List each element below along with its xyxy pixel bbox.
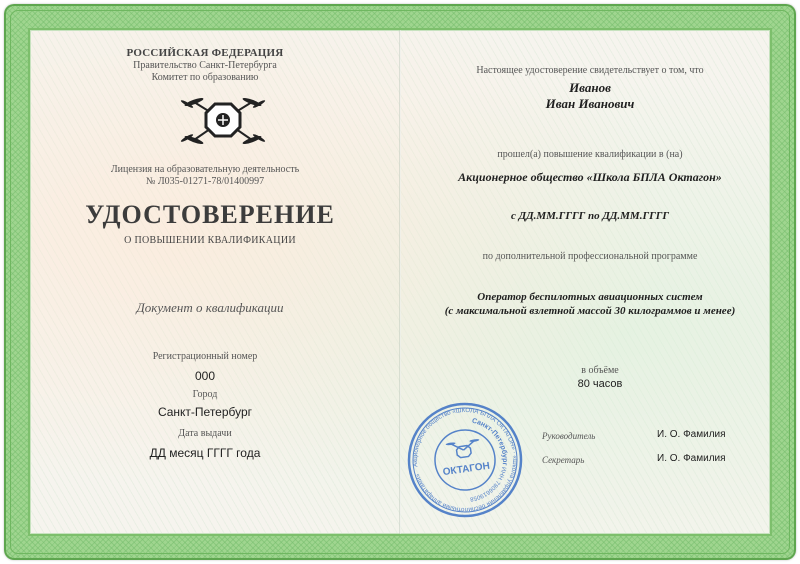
study-period: с ДД.ММ.ГГГГ по ДД.ММ.ГГГГ	[510, 210, 670, 222]
center-fold	[399, 30, 401, 534]
holder-surname: Иванов	[569, 80, 611, 95]
stamp-brand: ОКТАГОН	[442, 460, 491, 479]
head-label: Руководитель	[542, 431, 596, 441]
document-subtitle: О ПОВЫШЕНИИ КВАЛИФИКАЦИИ	[124, 235, 296, 246]
organization-name: Акционерное общество «Школа БПЛА Октагон»	[458, 170, 722, 184]
octagon-drone-logo-icon	[178, 90, 268, 152]
country-heading: РОССИЙСКАЯ ФЕДЕРАЦИЯ	[126, 47, 284, 59]
issue-date-label: Дата выдачи	[178, 428, 232, 439]
stamp-inn-text: ИНН 7806619058	[469, 466, 507, 502]
stamp-city-text: Санкт-Петербург	[471, 417, 509, 466]
program-label: по дополнительной профессиональной программе	[482, 251, 698, 262]
head-name: И. О. Фамилия	[657, 429, 726, 440]
city-label: Город	[192, 389, 218, 400]
issue-date-value: ДД месяц ГГГГ года	[149, 446, 261, 460]
volume-value: 80 часов	[577, 378, 623, 390]
secretary-label: Секретарь	[542, 455, 585, 465]
document-title: УДОСТОВЕРЕНИЕ	[85, 200, 335, 229]
registration-label: Регистрационный номер	[152, 351, 258, 362]
holder-name: Иван Иванович	[545, 96, 635, 111]
license-label: Лицензия на образовательную деятельность	[110, 164, 300, 175]
registration-number: 000	[194, 369, 216, 383]
document-type: Документ о квалификации	[136, 300, 284, 315]
intro-text: Настоящее удостоверение свидетельствует о том, что	[476, 65, 704, 76]
city-value: Санкт-Петербург	[157, 405, 253, 419]
committee-line: Комитет по образованию	[151, 72, 259, 83]
passed-text: прошел(а) повышение квалификации в (на)	[497, 149, 683, 160]
volume-label: в объёме	[581, 365, 619, 376]
secretary-name: И. О. Фамилия	[657, 453, 726, 464]
stamp-ring-text: Акционерное общество «ШКОЛА БПЛА ОКТАГОН» · «Школа управления беспилотными аппаратами»	[411, 406, 519, 514]
program-line-1: Оператор беспилотных авиационных систем	[477, 291, 703, 303]
program-line-2: (с максимальной взлетной массой 30 килограммов и менее)	[444, 305, 736, 317]
government-line: Правительство Санкт-Петербурга	[133, 60, 277, 71]
license-number: № Л035-01271-78/01400997	[145, 176, 265, 187]
organization-stamp	[397, 392, 533, 528]
